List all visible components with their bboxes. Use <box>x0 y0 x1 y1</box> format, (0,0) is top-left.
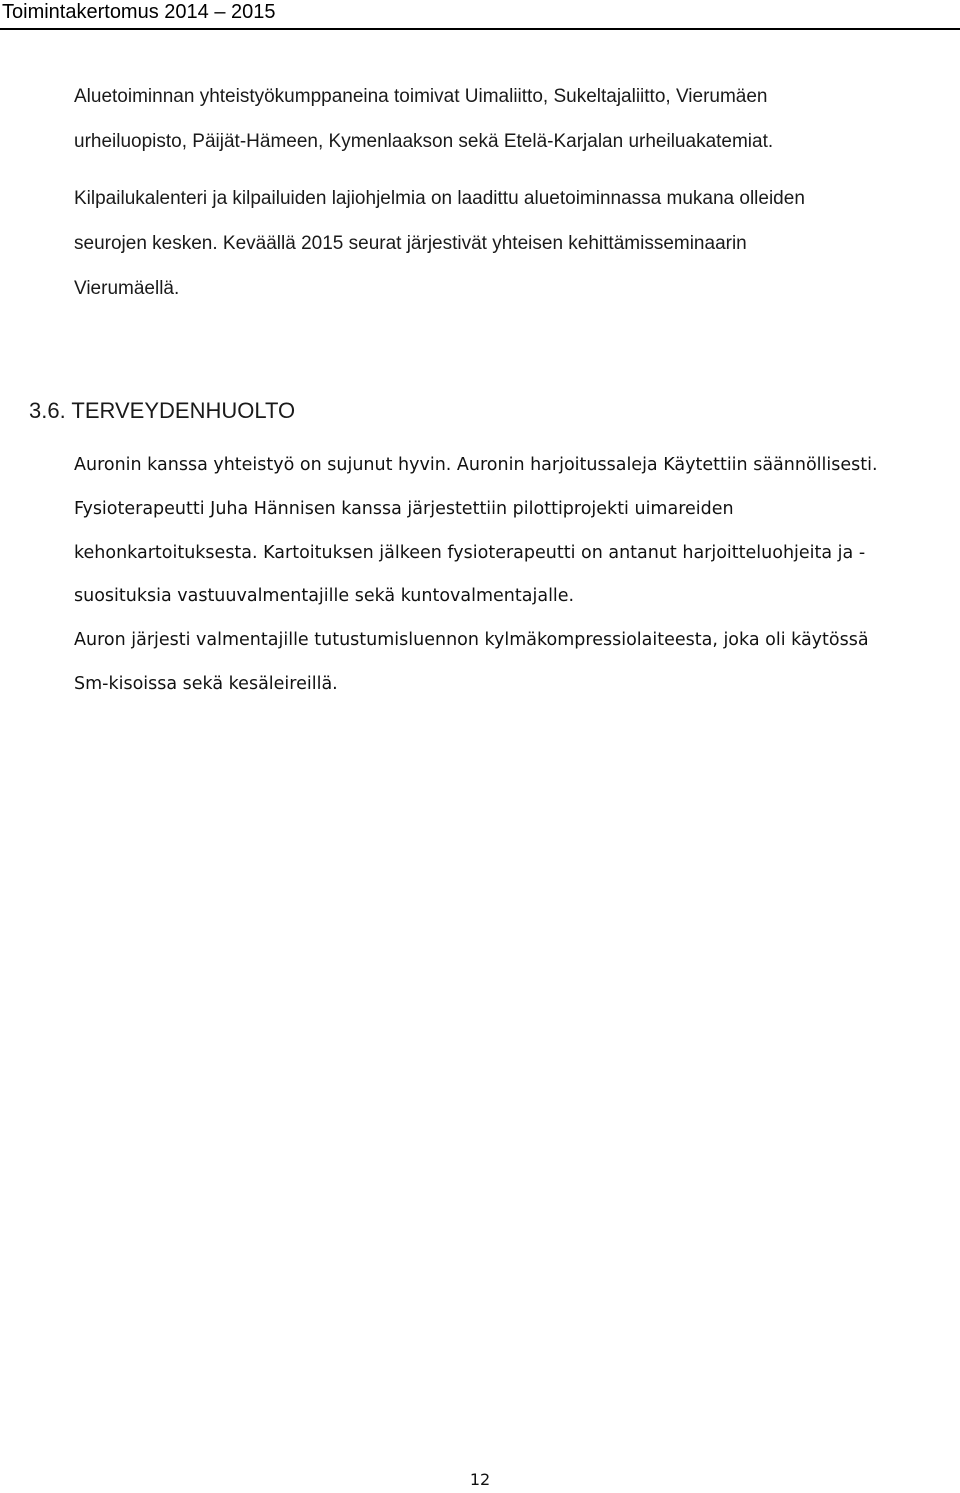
paragraph-line: kehonkartoituksesta. Kartoituksen jälkeen fysioterapeutti on antanut harjoitteluohjeita ja - <box>74 542 866 563</box>
paragraph-line: suosituksia vastuuvalmentajille sekä kuntovalmentajalle. <box>74 586 575 607</box>
paragraph-line: seurojen kesken. Keväällä 2015 seurat järjestivät yhteisen kehittämisseminaarin <box>74 233 747 254</box>
paragraph-line: Auron järjesti valmentajille tutustumisluennon kylmäkompressiolaiteesta, joka oli käytössä <box>74 630 869 651</box>
paragraph-line: Aluetoiminnan yhteistyökumppaneina toimivat Uimaliitto, Sukeltajaliitto, Vierumäen <box>74 86 768 107</box>
health-care-paragraph <box>74 444 954 707</box>
paragraph-line: Auronin kanssa yhteistyö on sujunut hyvin. Auronin harjoitussaleja Käytettiin säännöllisesti. <box>74 455 878 475</box>
partners-paragraph <box>74 74 944 164</box>
paragraph-line: Vierumäellä. <box>74 278 180 299</box>
page-number: 12 <box>469 1470 491 1489</box>
header-divider <box>0 28 960 30</box>
paragraph-line: Fysioterapeutti Juha Hännisen kanssa järjestettiin pilottiprojekti uimareiden <box>74 498 734 519</box>
paragraph-line: Kilpailukalenteri ja kilpailuiden lajiohjelmia on laadittu aluetoiminnassa mukana olleiden <box>74 188 805 209</box>
calendar-paragraph <box>74 176 944 311</box>
document-header-title: Toimintakertomus 2014 – 2015 <box>2 1 276 23</box>
paragraph-line: Sm-kisoissa sekä kesäleireillä. <box>74 673 338 694</box>
section-heading: 3.6. TERVEYDENHUOLTO <box>29 398 296 423</box>
paragraph-line: urheiluopisto, Päijät-Hämeen, Kymenlaakson sekä Etelä-Karjalan urheiluakatemiat. <box>74 131 774 152</box>
